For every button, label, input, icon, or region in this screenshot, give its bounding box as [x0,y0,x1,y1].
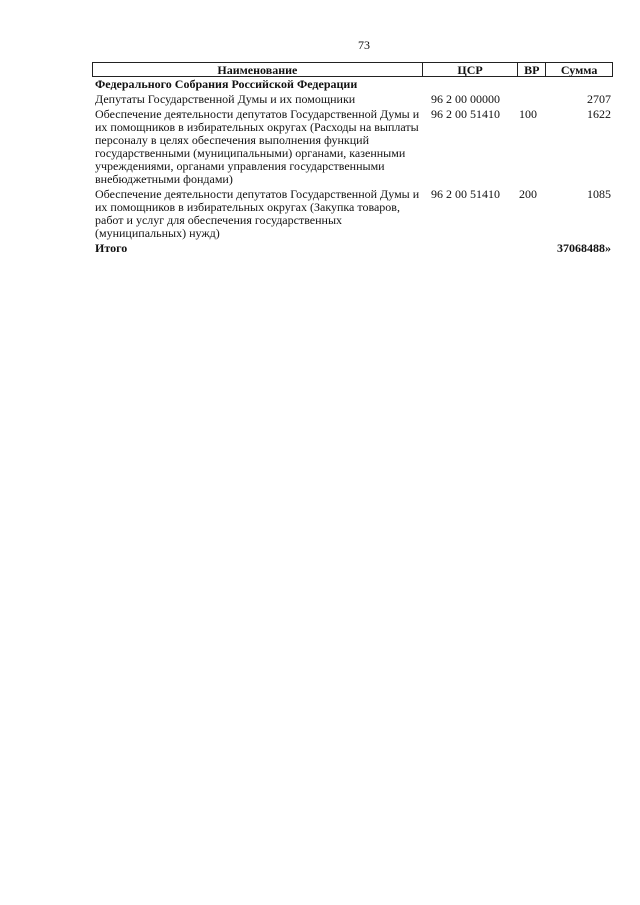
row-csr: 96 2 00 00000 [431,92,500,106]
row-csr: 96 2 00 51410 [431,107,500,121]
row-csr: 96 2 00 51410 [431,187,500,201]
row-vr: 200 [519,187,537,201]
row-sum: 2707 [587,92,611,106]
total-value: 37068488» [557,241,611,255]
table-row [95,108,613,186]
table-body [95,78,613,255]
row-name: Депутаты Государственной Думы и их помощники [95,92,356,106]
table-row [95,188,613,240]
row-vr: 100 [519,107,537,121]
table-header [92,62,613,77]
total-row [95,242,613,255]
row-name: Обеспечение деятельности депутатов Государственной Думы и их помощников в избирательных округах (Расходы на выплаты персоналу в целях обеспечения выполнения функций государственными (муниципальными) органами, казенными учреждениями, органами управления государственными внебюджетными фондами) [95,107,420,186]
header-name: Наименование [93,63,423,76]
table-row [95,93,613,106]
header-csr: ЦСР [423,63,519,76]
total-label: Итого [95,241,128,255]
header-vr: ВР [518,63,546,76]
row-sum: 1622 [587,107,611,121]
row-name: Обеспечение деятельности депутатов Государственной Думы и их помощников в избирательных округах (Закупка товаров, работ и услуг для обеспечения государственных (муниципальных) нужд) [95,187,420,240]
row-sum: 1085 [587,187,611,201]
page-number: 73 [358,38,370,52]
header-sum: Сумма [560,63,598,77]
table-row [95,78,613,91]
row-name: Федерального Собрания Российской Федерации [95,77,358,91]
